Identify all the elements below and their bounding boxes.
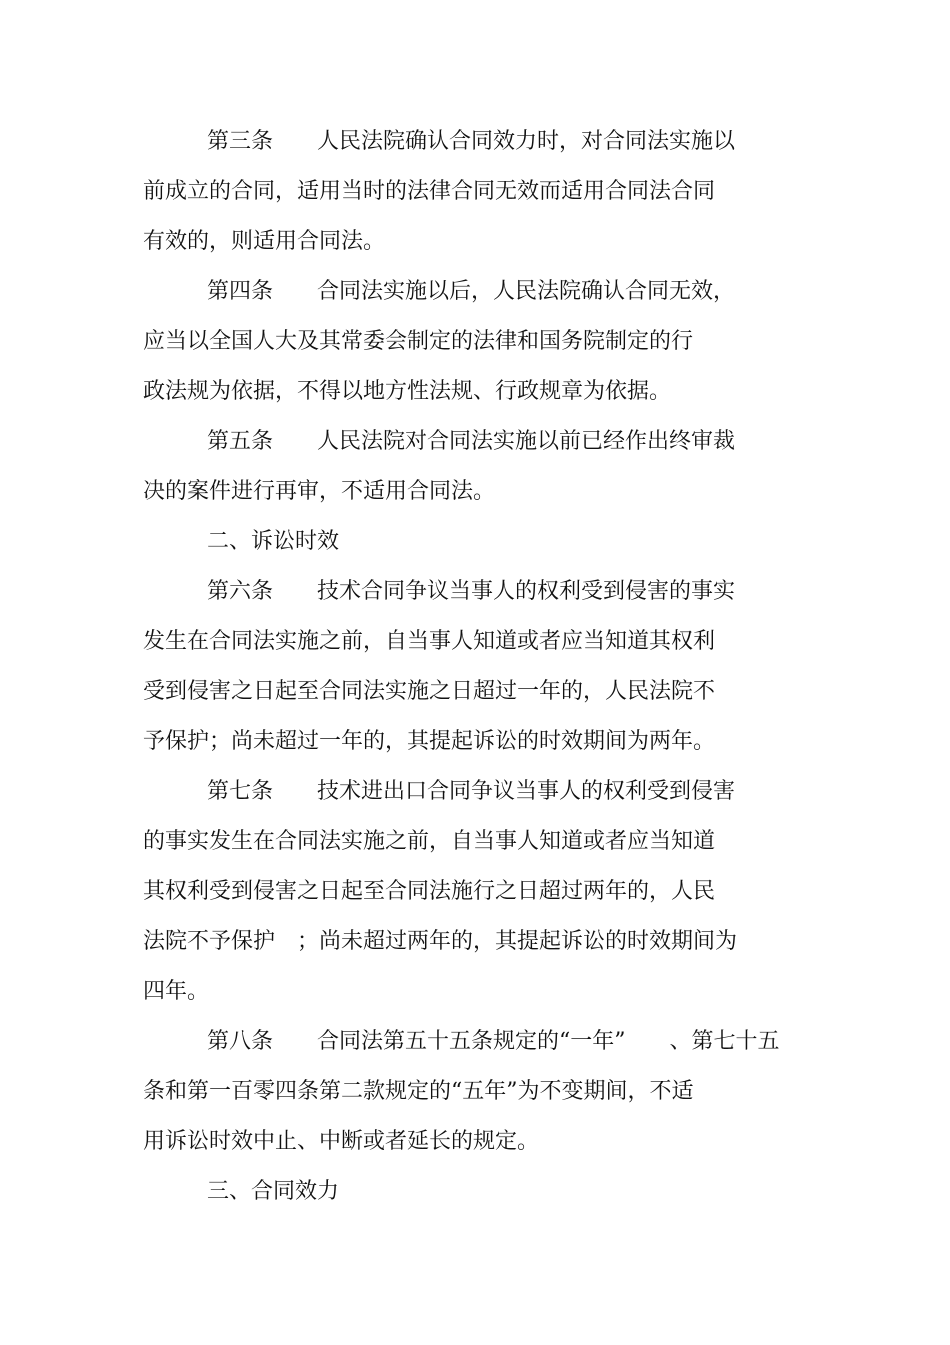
article-7-line-5: 四年。	[143, 979, 210, 1004]
article-3-line-2: 前成立的合同，适用当时的法律合同无效而适用合同法合同	[143, 179, 716, 204]
article-7-line-4: 法院不予保护 ；尚未超过两年的，其提起诉讼的时效期间为	[143, 929, 738, 954]
article-8-line-3: 用诉讼时效中止、中断或者延长的规定。	[143, 1129, 540, 1154]
article-8-line-1: 第八条 合同法第五十五条规定的“一年” 、第七十五	[207, 1029, 780, 1054]
article-4-line-2: 应当以全国人大及其常委会制定的法律和国务院制定的行	[143, 329, 694, 354]
article-7-line-3: 其权利受到侵害之日起至合同法施行之日超过两年的，人民	[143, 879, 716, 904]
article-7-line-2: 的事实发生在合同法实施之前，自当事人知道或者应当知道	[143, 829, 716, 854]
article-3-line-3: 有效的，则适用合同法。	[143, 229, 386, 254]
article-6-line-4: 予保护；尚未超过一年的，其提起诉讼的时效期间为两年。	[143, 729, 716, 754]
article-4-line-1: 第四条 合同法实施以后，人民法院确认合同无效，	[207, 279, 736, 304]
article-6-line-3: 受到侵害之日起至合同法实施之日超过一年的，人民法院不	[143, 679, 716, 704]
section-3-heading: 三、合同效力	[207, 1179, 340, 1204]
article-6-line-1: 第六条 技术合同争议当事人的权利受到侵害的事实	[207, 579, 736, 604]
article-5-line-1: 第五条 人民法院对合同法实施以前已经作出终审裁	[207, 429, 736, 454]
article-4-line-3: 政法规为依据，不得以地方性法规、行政规章为依据。	[143, 379, 672, 404]
article-8-line-2: 条和第一百零四条第二款规定的“五年”为不变期间，不适	[143, 1079, 694, 1104]
article-5-line-2: 决的案件进行再审，不适用合同法。	[143, 479, 496, 504]
article-7-line-1: 第七条 技术进出口合同争议当事人的权利受到侵害	[207, 779, 736, 804]
section-2-heading: 二、诉讼时效	[207, 529, 340, 554]
article-3-line-1: 第三条 人民法院确认合同效力时，对合同法实施以	[207, 129, 736, 154]
article-6-line-2: 发生在合同法实施之前，自当事人知道或者应当知道其权利	[143, 629, 716, 654]
